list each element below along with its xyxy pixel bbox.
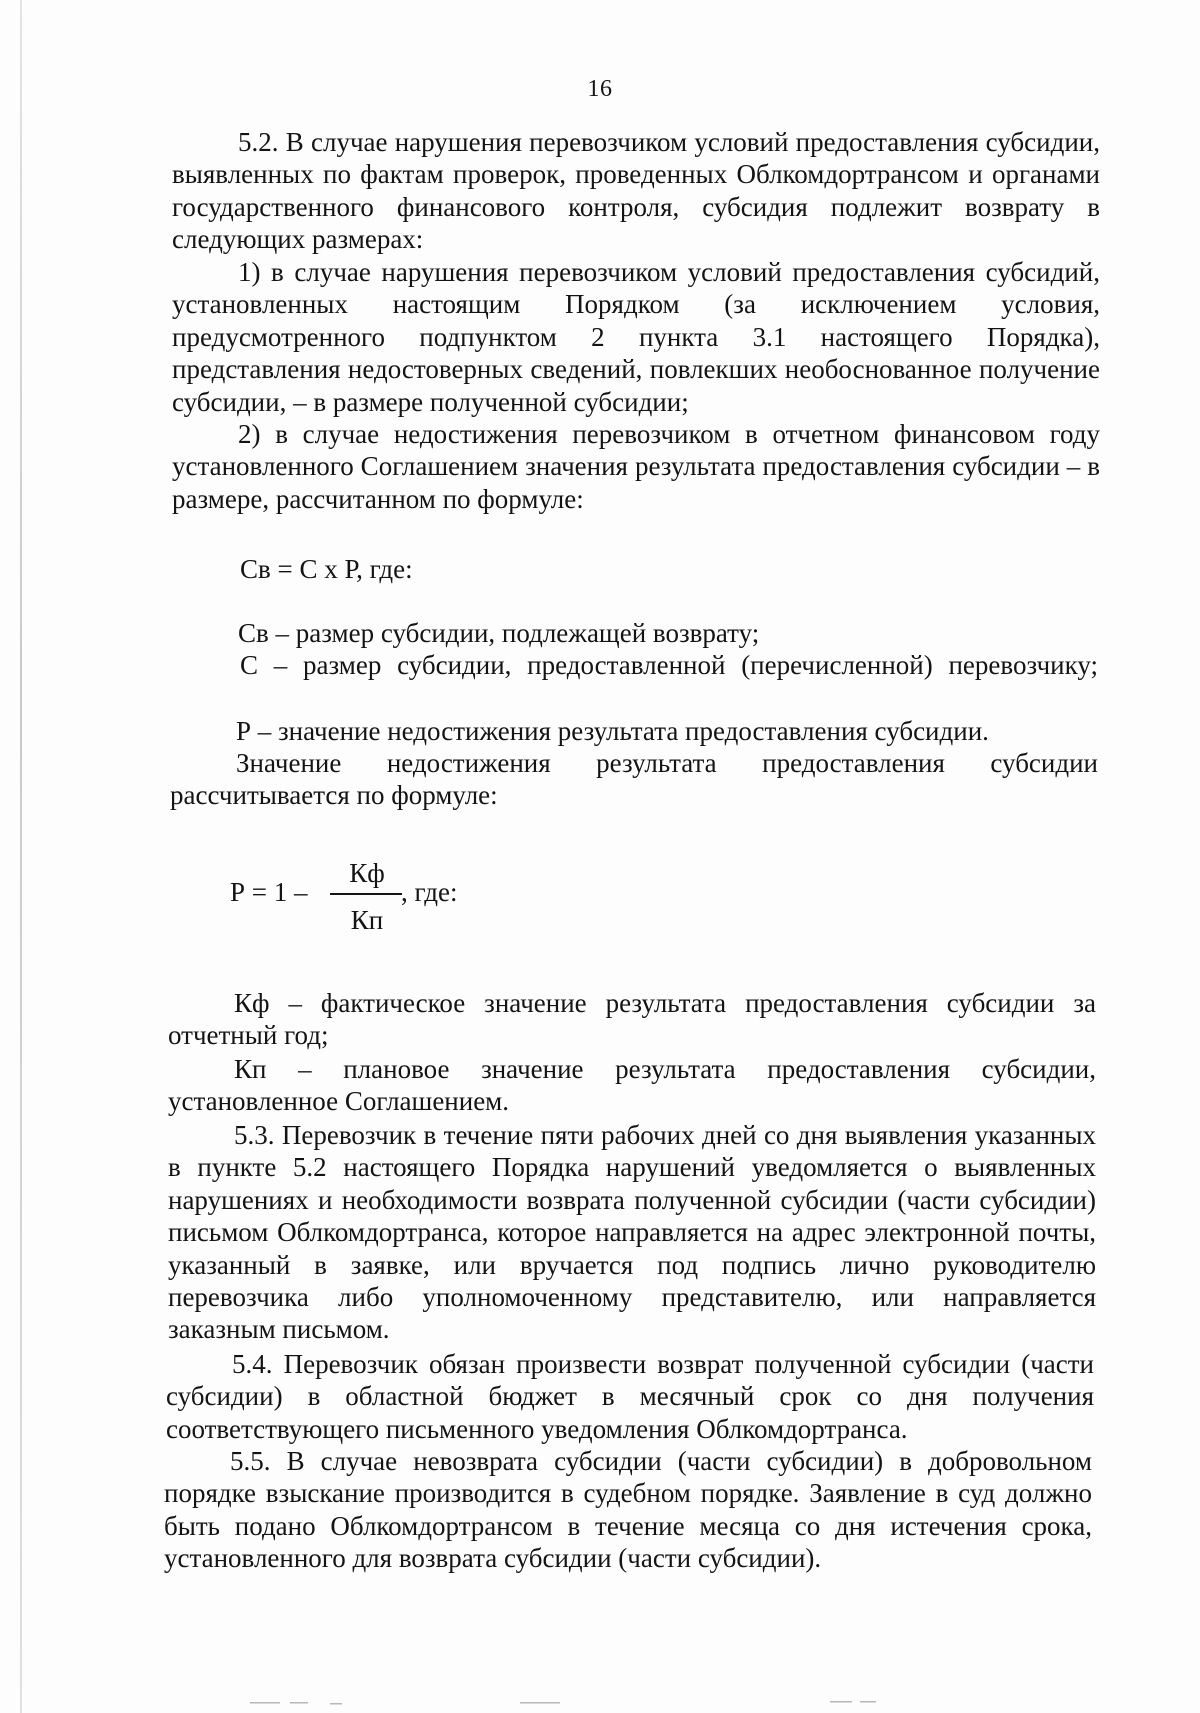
list-item-2: 2) в случае недостижения перевозчиком в отчетном финансовом году установленного Соглашением значения результата предоставления субсидии – в размере, рассчитанном по формуле: [172,419,1100,514]
scan-edge-shadow [20,0,22,1713]
scan-noise-decoration [0,1700,1200,1708]
definition-c [170,649,1098,681]
paragraph-5-3: 5.3. Перевозчик в течение пяти рабочих дней со дня выявления указанных в пункте 5.2 настоящего Порядка нарушений уведомляется о выявленных нарушениях и необходимости возврата полученной субсидии (части субсидии) письмом Облкомдортранса, которое направляется на адрес электронной почты, указанный в заявке, или вручается под подпись лично руководителю перевозчика либо уполномоченному представителю, или направляется заказным письмом. [168,1120,1096,1345]
definition-c-text: С – размер субсидии, предоставленной (перечисленной) перевозчику; [240,650,1098,680]
formula-cv: Св = С х Р, где: [240,554,413,584]
paragraph-5-2: 5.2. В случае нарушения перевозчиком условий предоставления субсидии, выявленных по фактам проверок, проведенных Облкомдортрансом и органами государственного финансового контроля, субсидия подлежит возврату в следующих размерах: [172,127,1100,255]
definition-p: Р – значение недостижения результата предоставления субсидии. [236,716,989,746]
definition-cv: Св – размер субсидии, подлежащей возврату; [238,618,760,648]
paragraph-value-formula: Значение недостижения результата предоставления субсидии рассчитывается по формуле: [170,748,1098,811]
fraction-bar [330,893,402,895]
formula-p-numerator: Кф [349,858,385,888]
page-number: 16 [587,76,613,102]
definition-kf: Кф – фактическое значение результата предоставления субсидии за отчетный год; [168,988,1096,1051]
formula-p-suffix: , где: [401,877,458,907]
paragraph-5-5: 5.5. В случае невозврата субсидии (части субсидии) в добровольном порядке взыскание производится в судебном порядке. Заявление в суд должно быть подано Облкомдортрансом в течение месяца со дня истечения срока, установленного для возврата субсидии (части субсидии). [164,1446,1092,1574]
formula-p-denominator: Кп [350,905,384,935]
formula-p-lhs: Р = 1 – [230,877,308,907]
list-item-1: 1) в случае нарушения перевозчиком условий предоставления субсидий, установленных настоящим Порядком (за исключением условия, предусмотренного подпунктом 2 пункта 3.1 настоящего Порядка), представления недостоверных сведений, повлекших необоснованное получение субсидии, – в размере полученной субсидии; [172,257,1100,417]
definition-kp: Кп – плановое значение результата предоставления субсидии, установленное Соглашением. [168,1054,1096,1117]
paragraph-5-4: 5.4. Перевозчик обязан произвести возврат полученной субсидии (части субсидии) в областной бюджет в месячный срок со дня получения соответствующего письменного уведомления Облкомдортранса. [166,1349,1094,1444]
